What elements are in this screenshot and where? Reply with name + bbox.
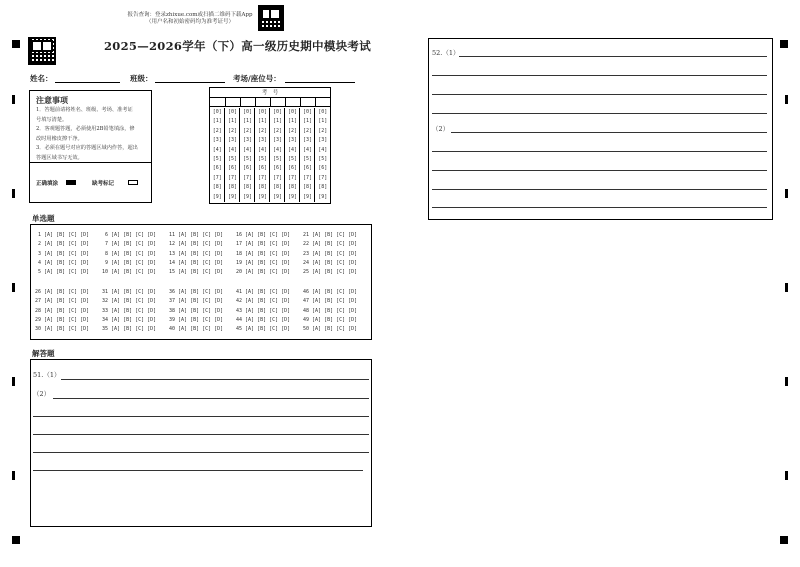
edge-marker-right-1 (785, 95, 788, 104)
notes-line: 号填写清楚。 (36, 116, 68, 123)
notes-box (29, 90, 152, 203)
mc-question-row[interactable]: 7 [A] [B] [C] [D] (102, 241, 157, 248)
notes-divider (30, 162, 151, 163)
edge-marker-left-4 (12, 377, 15, 386)
q52-answer-line[interactable] (432, 94, 767, 95)
mc-question-row[interactable]: 36 [A] [B] [C] [D] (169, 289, 224, 295)
mc-question-row[interactable]: 49 [A] [B] [C] [D] (303, 316, 358, 323)
edge-marker-right-5 (785, 471, 788, 480)
q51-answer-line[interactable] (33, 470, 363, 471)
q51-answer-line[interactable] (61, 379, 369, 380)
corner-marker-bottom-left (12, 536, 20, 544)
report-line-2: （用户名和初始密码均为准考证号） (145, 19, 234, 25)
seat-field[interactable] (285, 82, 355, 83)
notes-line: 2．客观题答题，必须使用2B铅笔填涂，修 (36, 126, 135, 132)
mc-question-row[interactable]: 30 [A] [B] [C] [D] (35, 326, 90, 333)
mc-question-row[interactable]: 48 [A] [B] [C] [D] (303, 307, 358, 314)
absent-mark-checkbox[interactable] (128, 180, 138, 185)
free-response-title: 解答题 (32, 349, 55, 358)
mc-question-row[interactable]: 26 [A] [B] [C] [D] (35, 289, 90, 295)
q52-answer-box[interactable] (428, 38, 773, 220)
mc-question-row[interactable]: 23 [A] [B] [C] [D] (303, 250, 358, 257)
mc-question-row[interactable]: 45 [A] [B] [C] [D] (236, 326, 291, 333)
edge-marker-right-3 (785, 283, 788, 292)
mc-question-row[interactable]: 40 [A] [B] [C] [D] (169, 326, 224, 333)
mc-question-row[interactable]: 39 [A] [B] [C] [D] (169, 316, 224, 323)
mc-question-row[interactable]: 19 [A] [B] [C] [D] (236, 259, 291, 266)
mc-question-row[interactable]: 31 [A] [B] [C] [D] (102, 289, 157, 295)
mc-question-row[interactable]: 21 [A] [B] [C] [D] (303, 232, 358, 238)
app-download-qr-code[interactable] (258, 5, 284, 31)
q52-answer-line[interactable] (451, 132, 767, 133)
edge-marker-left-1 (12, 95, 15, 104)
mc-question-row[interactable]: 46 [A] [B] [C] [D] (303, 289, 358, 295)
mc-question-row[interactable]: 4 [A] [B] [C] [D] (35, 259, 90, 266)
q51-answer-line[interactable] (53, 398, 369, 399)
name-field[interactable] (55, 82, 120, 83)
q51-answer-line[interactable] (33, 434, 369, 435)
mc-question-row[interactable]: 9 [A] [B] [C] [D] (102, 259, 157, 266)
multiple-choice-box (30, 224, 372, 340)
correct-fill-example (66, 180, 76, 185)
mc-question-row[interactable]: 44 [A] [B] [C] [D] (236, 316, 291, 323)
student-qr-code (28, 37, 56, 65)
q52-answer-line[interactable] (459, 56, 767, 57)
mc-question-row[interactable]: 16 [A] [B] [C] [D] (236, 232, 291, 238)
mc-question-row[interactable]: 22 [A] [B] [C] [D] (303, 241, 358, 248)
q51-answer-box[interactable] (30, 359, 372, 527)
q52-answer-line[interactable] (432, 113, 767, 114)
notes-line: 答题区域书写无效。 (36, 154, 83, 161)
mc-question-row[interactable]: 18 [A] [B] [C] [D] (236, 250, 291, 257)
q52-part1-label: 52.（1） (432, 49, 460, 57)
mc-question-row[interactable]: 43 [A] [B] [C] [D] (236, 307, 291, 314)
mc-question-row[interactable]: 47 [A] [B] [C] [D] (303, 298, 358, 305)
q51-answer-line[interactable] (33, 452, 369, 453)
mc-question-row[interactable]: 10 [A] [B] [C] [D] (102, 269, 157, 276)
q51-answer-line[interactable] (33, 416, 369, 417)
mc-question-row[interactable]: 25 [A] [B] [C] [D] (303, 269, 358, 276)
edge-marker-right-4 (785, 377, 788, 386)
notes-text (36, 106, 148, 163)
notes-line: 改时用橡皮擦干净。 (36, 135, 83, 142)
exam-number-grid (209, 87, 331, 204)
mc-question-row[interactable]: 28 [A] [B] [C] [D] (35, 307, 90, 314)
mc-question-row[interactable]: 8 [A] [B] [C] [D] (102, 250, 157, 257)
mc-question-row[interactable]: 6 [A] [B] [C] [D] (102, 232, 157, 238)
mc-question-row[interactable]: 29 [A] [B] [C] [D] (35, 316, 90, 323)
mc-question-row[interactable]: 35 [A] [B] [C] [D] (102, 326, 157, 333)
report-line-1: 报告查询：登录zhixue.com或扫描二维码下载App (127, 12, 253, 18)
exam-number-bubbles[interactable]: [0] [0] [0] [0] [0] [0] [0] [0] [1] [1] [1] [1] [1] [1] [1] [1] [2] [2] [2] [2] [2] [2] [2] [2] [3] [3] [3] [3] [3] [3] [3] [3] [4] [4] [4] [4] [4] [4] [4] [4] [5] [5] [5] [5] [5] [5] [5] [5] [6] [6] [6] [6] [6] [6] [6] [6] [7] [7] [7] [7] [7] [7] [7] [7] [8] [8] [8] [8] [8] [8] [8] [8] [9] [9] [9] [9] [9] [9] [9] [9] (210, 108, 330, 202)
notes-title: 注意事项 (36, 95, 68, 105)
mc-question-row[interactable]: 13 [A] [B] [C] [D] (169, 250, 224, 257)
class-field[interactable] (155, 82, 225, 83)
q52-answer-line[interactable] (432, 189, 767, 190)
notes-line: 3．必须在题号对应的答题区域内作答，超出 (36, 145, 138, 151)
class-label: 班级： (130, 74, 153, 83)
mc-question-row[interactable]: 1 [A] [B] [C] [D] (35, 232, 90, 238)
corner-marker-top-right (780, 40, 788, 48)
page-title: 2025—2026学年（下）高一级历史期中模块考试 (104, 39, 372, 53)
notes-line: 1．答题前请将姓名、班级、考场、准考证 (36, 107, 133, 113)
multiple-choice-title: 单选题 (32, 214, 55, 223)
mc-question-row[interactable]: 34 [A] [B] [C] [D] (102, 316, 157, 323)
corner-marker-top-left (12, 40, 20, 48)
name-label: 姓名： (30, 74, 53, 83)
absent-mark-label: 缺考标记 (92, 181, 115, 187)
mc-question-row[interactable]: 50 [A] [B] [C] [D] (303, 326, 358, 333)
mc-question-row[interactable]: 38 [A] [B] [C] [D] (169, 307, 224, 314)
mc-question-row[interactable]: 41 [A] [B] [C] [D] (236, 289, 291, 295)
mc-question-row[interactable]: 24 [A] [B] [C] [D] (303, 259, 358, 266)
mc-question-row[interactable]: 17 [A] [B] [C] [D] (236, 241, 291, 248)
mc-question-row[interactable]: 14 [A] [B] [C] [D] (169, 259, 224, 266)
mc-question-row[interactable]: 42 [A] [B] [C] [D] (236, 298, 291, 305)
mc-question-row[interactable]: 5 [A] [B] [C] [D] (35, 269, 90, 276)
mc-question-row[interactable]: 12 [A] [B] [C] [D] (169, 241, 224, 248)
corner-marker-bottom-right (780, 536, 788, 544)
report-instructions (100, 12, 280, 26)
mc-question-row[interactable]: 20 [A] [B] [C] [D] (236, 269, 291, 276)
mc-question-row[interactable]: 11 [A] [B] [C] [D] (169, 232, 224, 238)
q52-answer-line[interactable] (432, 151, 767, 152)
q52-answer-line[interactable] (432, 170, 767, 171)
exam-number-header: 考 号 (210, 88, 330, 98)
edge-marker-left-2 (12, 189, 15, 198)
edge-marker-left-3 (12, 283, 15, 292)
q51-part2-label: （2） (33, 390, 51, 398)
exam-number-write-row[interactable] (210, 98, 330, 107)
mc-question-row[interactable]: 33 [A] [B] [C] [D] (102, 307, 157, 314)
edge-marker-left-5 (12, 471, 15, 480)
q52-answer-line[interactable] (432, 75, 767, 76)
mc-question-row[interactable]: 27 [A] [B] [C] [D] (35, 298, 90, 305)
q52-part2-label: （2） (432, 125, 450, 133)
seat-label: 考场/座位号： (233, 74, 281, 83)
q51-part1-label: 51.（1） (33, 371, 61, 379)
correct-fill-label: 正确填涂 (36, 181, 59, 187)
mc-question-row[interactable]: 15 [A] [B] [C] [D] (169, 269, 224, 276)
mc-question-row[interactable]: 3 [A] [B] [C] [D] (35, 250, 90, 257)
mc-question-row[interactable]: 2 [A] [B] [C] [D] (35, 241, 90, 248)
q52-answer-line[interactable] (432, 207, 767, 208)
mc-question-row[interactable]: 32 [A] [B] [C] [D] (102, 298, 157, 305)
mc-question-row[interactable]: 37 [A] [B] [C] [D] (169, 298, 224, 305)
edge-marker-right-2 (785, 189, 788, 198)
